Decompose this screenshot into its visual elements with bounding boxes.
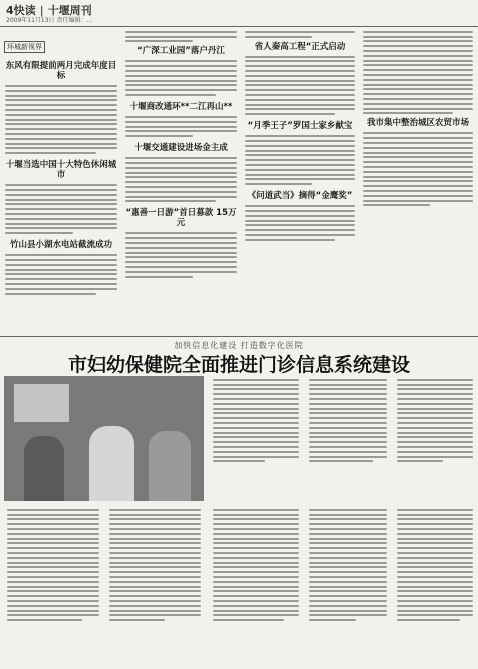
article [2, 240, 120, 294]
feature-column [4, 506, 102, 624]
feature-column [394, 376, 476, 465]
feature-column [306, 506, 390, 624]
article [122, 46, 240, 96]
feature-photo [4, 376, 204, 501]
headline: 东风有限提前两月完成年度目标 [5, 61, 117, 81]
masthead: 4快读 | 十堰周刊 2009年11月13日 责任编辑：… [6, 4, 93, 24]
headline: 我市集中整治城区农贸市场 [366, 118, 469, 129]
headline: 竹山县小湖水电站截流成功 [9, 240, 112, 251]
headline: 十堰商改通环**二江再山** [129, 101, 233, 112]
feature-column [306, 376, 390, 465]
headline: 十堰当选中国十大特色休闲城市 [5, 160, 117, 181]
paper-name: 十堰周刊 [47, 4, 92, 17]
article [242, 191, 358, 241]
feature-title: 市妇幼保健院全面推进门诊信息系统建设 [67, 354, 410, 376]
feature-article [0, 338, 478, 669]
section-tag: 环城新视界 [4, 41, 45, 53]
column-3 [242, 28, 358, 247]
masthead-rule [0, 26, 478, 27]
section-number: 4 [6, 4, 14, 17]
section-name: 快读 [13, 4, 36, 17]
headline: 《问道武当》摘得“金鹰奖” [247, 191, 353, 202]
column-2 [122, 28, 240, 284]
section-divider [0, 336, 478, 337]
feature-column [210, 376, 302, 465]
article [122, 208, 240, 277]
feature-column [394, 506, 476, 624]
headline: “广深工业园”落户丹江 [137, 46, 225, 57]
article [2, 61, 120, 154]
article [122, 143, 240, 202]
issue-line: 2009年11月13日 责任编辑：… [6, 17, 93, 24]
article [242, 42, 358, 116]
feature-column [210, 506, 302, 624]
feature-column [106, 506, 204, 624]
feature-subtitle: 加快信息化建设 打造数字化医院 [174, 341, 304, 350]
headline: 十堰交通建设进场金主成 [134, 143, 228, 154]
article [122, 102, 240, 137]
headline: “惠善一日游”首日募款 15万元 [125, 208, 237, 229]
article [360, 118, 476, 206]
article [2, 160, 120, 234]
headline: 省人秦高工程“正式启动 [254, 41, 346, 52]
article [242, 121, 358, 185]
headline: “月季王子”罗国士家乡献宝 [247, 121, 353, 132]
column-4 [360, 28, 476, 212]
column-1 [2, 34, 120, 301]
